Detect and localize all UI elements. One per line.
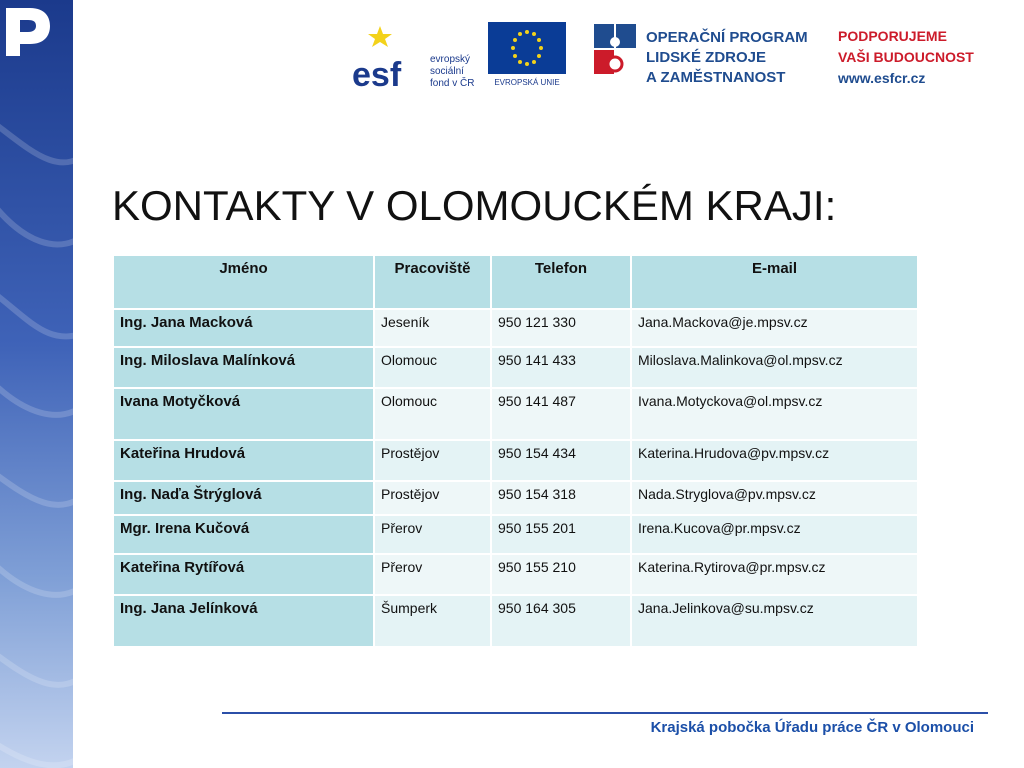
- table-row: [113, 515, 918, 554]
- footer-text: Krajská pobočka Úřadu práce ČR v Olomouci: [650, 719, 974, 736]
- contact-office: Šumperk: [374, 595, 491, 647]
- contacts-table: [112, 254, 919, 648]
- table-row: [113, 595, 918, 647]
- eu-flag-icon: [488, 22, 566, 74]
- page-title: KONTAKTY V OLOMOUCKÉM KRAJI:: [112, 182, 837, 229]
- esf-wordmark: esf: [352, 56, 402, 90]
- decorative-side-band: [0, 0, 73, 768]
- esf-caption: [430, 54, 474, 90]
- side-band-pattern: [0, 0, 73, 768]
- contact-name: Ing. Naďa Štrýglová: [113, 481, 374, 515]
- contact-office: Prostějov: [374, 481, 491, 515]
- contact-office: Přerov: [374, 515, 491, 554]
- contact-office: Jeseník: [374, 309, 491, 347]
- contact-email: Jana.Mackova@je.mpsv.cz: [631, 309, 918, 347]
- support-line1: PODPORUJEME: [838, 28, 947, 44]
- esf-logo-icon: [352, 20, 426, 90]
- up-logo-icon: [0, 0, 56, 60]
- column-header-office: Pracoviště: [374, 255, 491, 309]
- table-header-row: [113, 255, 918, 309]
- table-row: [113, 440, 918, 481]
- contact-office: Přerov: [374, 554, 491, 595]
- oplzz-logo: [592, 20, 822, 92]
- contact-email: Irena.Kucova@pr.mpsv.cz: [631, 515, 918, 554]
- contact-name: Ing. Miloslava Malínková: [113, 347, 374, 388]
- contact-email: Miloslava.Malinkova@ol.mpsv.cz: [631, 347, 918, 388]
- table-row: [113, 481, 918, 515]
- contact-email: Jana.Jelinkova@su.mpsv.cz: [631, 595, 918, 647]
- column-header-phone: Telefon: [491, 255, 631, 309]
- contact-phone: 950 141 433: [491, 347, 631, 388]
- contact-email: Nada.Stryglova@pv.mpsv.cz: [631, 481, 918, 515]
- esf-logo: [352, 20, 484, 90]
- eu-stars: [488, 22, 566, 74]
- contact-office: Olomouc: [374, 388, 491, 440]
- contact-office: Prostějov: [374, 440, 491, 481]
- oplzz-line3: A ZAMĚSTNANOST: [646, 69, 786, 86]
- table-row: [113, 554, 918, 595]
- support-line2: VAŠI BUDOUCNOST: [838, 49, 974, 65]
- contact-name: Mgr. Irena Kučová: [113, 515, 374, 554]
- footer-divider: [222, 712, 988, 714]
- contact-phone: 950 154 434: [491, 440, 631, 481]
- eu-label: EVROPSKÁ UNIE: [494, 78, 560, 87]
- contact-name: Ivana Motyčková: [113, 388, 374, 440]
- contact-email: Katerina.Hrudova@pv.mpsv.cz: [631, 440, 918, 481]
- esf-caption-line1: evropský: [430, 54, 471, 65]
- contact-phone: 950 155 210: [491, 554, 631, 595]
- support-slogan: [838, 26, 974, 89]
- contact-phone: 950 155 201: [491, 515, 631, 554]
- table-row: [113, 388, 918, 440]
- contact-name: Ing. Jana Macková: [113, 309, 374, 347]
- oplzz-text: [646, 28, 808, 88]
- contact-email: Ivana.Motyckova@ol.mpsv.cz: [631, 388, 918, 440]
- support-url: www.esfcr.cz: [838, 70, 926, 86]
- contact-name: Kateřina Hrudová: [113, 440, 374, 481]
- contact-office: Olomouc: [374, 347, 491, 388]
- column-header-name: Jméno: [113, 255, 374, 309]
- contact-phone: 950 154 318: [491, 481, 631, 515]
- table-row: [113, 347, 918, 388]
- column-header-email: E-mail: [631, 255, 918, 309]
- contact-phone: 950 164 305: [491, 595, 631, 647]
- oplzz-line1: OPERAČNÍ PROGRAM: [646, 29, 808, 46]
- eu-logo: [486, 20, 568, 90]
- esf-caption-line2: sociální: [430, 66, 464, 77]
- contact-phone: 950 121 330: [491, 309, 631, 347]
- oplzz-puzzle-icon: [592, 20, 638, 90]
- contact-name: Kateřina Rytířová: [113, 554, 374, 595]
- contact-name: Ing. Jana Jelínková: [113, 595, 374, 647]
- table-row: [113, 309, 918, 347]
- oplzz-line2: LIDSKÉ ZDROJE: [646, 49, 767, 66]
- contact-phone: 950 141 487: [491, 388, 631, 440]
- contact-email: Katerina.Rytirova@pr.mpsv.cz: [631, 554, 918, 595]
- esf-caption-line3: fond v ČR: [430, 78, 475, 89]
